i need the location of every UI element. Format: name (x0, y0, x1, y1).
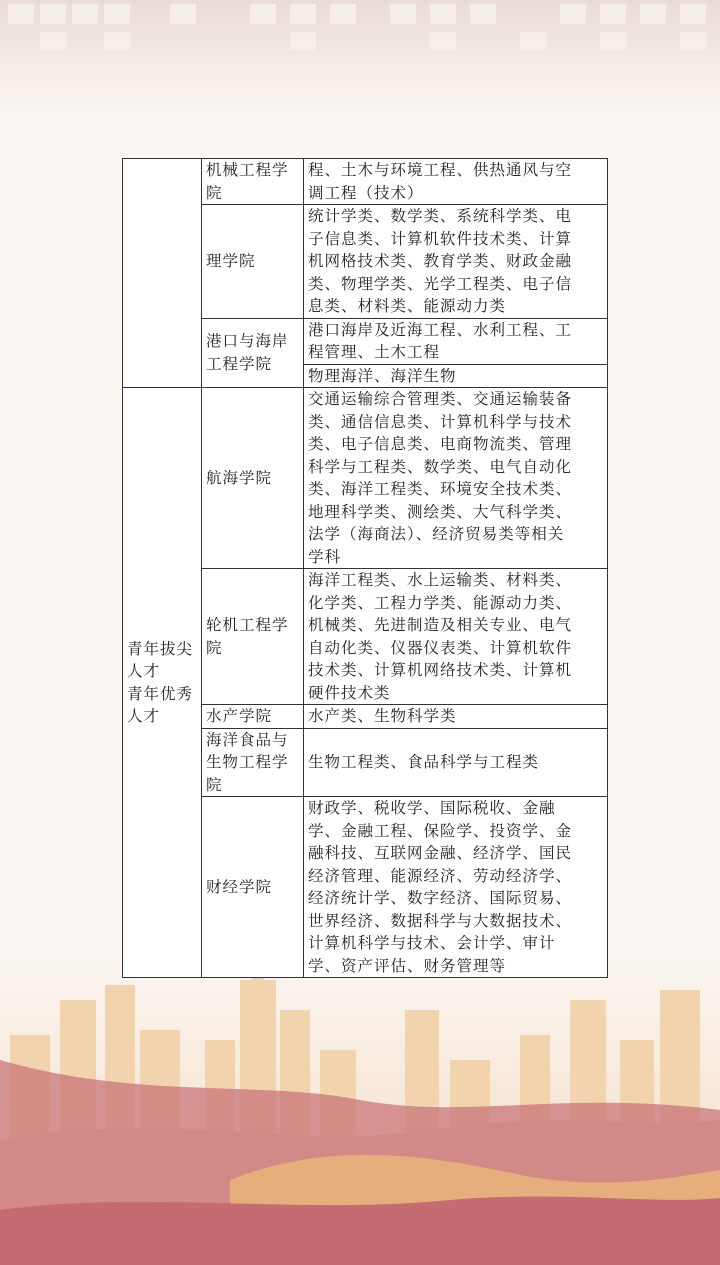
majors-line: 类、海洋工程类、环境安全技术类、 (308, 480, 573, 498)
majors-line: 海洋工程类、水上运输类、材料类、 (308, 571, 573, 589)
majors-line: 地理科学类、测绘类、大气科学类、 (308, 502, 573, 521)
college-cell (202, 797, 304, 978)
majors-line: 融科技、互联网金融、经济学、国民 (308, 844, 573, 862)
college-name-line: 机械工程学 (206, 161, 289, 179)
majors-cell (304, 318, 608, 364)
majors-line: 生物工程类、食品科学与工程类 (308, 753, 540, 771)
majors-line: 经济统计学、数字经济、国际贸易、 (308, 889, 573, 907)
majors-line: 机网格技术类、教育学类、财政金融 (308, 252, 573, 270)
majors-line: 财政学、税收学、国际税收、金融 (308, 799, 556, 817)
majors-line: 计算机科学与技术、会计学、审计 (308, 934, 556, 952)
majors-line: 息类、材料类、能源动力类 (308, 297, 507, 315)
majors-line: 世界经济、数据科学与大数据技术、 (308, 911, 573, 930)
talent-category-line: 青年优秀 (127, 684, 194, 703)
majors-line: 硬件技术类 (308, 683, 391, 702)
majors-line: 物理海洋、海洋生物 (308, 366, 457, 385)
majors-line: 水产类、生物科学类 (308, 707, 457, 725)
college-cell (202, 159, 304, 205)
college-name-line: 生物工程学 (206, 753, 289, 771)
table-row (123, 388, 608, 569)
majors-line: 机械类、先进制造及相关专业、电气 (308, 616, 573, 634)
majors-line: 学、金融工程、保险学、投资学、金 (308, 821, 573, 840)
majors-line: 调工程（技术） (308, 183, 424, 202)
majors-cell (304, 705, 608, 729)
college-name-line: 轮机工程学 (206, 616, 289, 634)
college-name-line: 院 (206, 183, 223, 202)
majors-line: 自动化类、仪器仪表类、计算机软件 (308, 638, 573, 657)
majors-cell (304, 569, 608, 705)
city-skyline-decoration (0, 940, 720, 1265)
majors-line: 科学与工程类、数学类、电气自动化 (308, 457, 573, 476)
talent-category-line: 人才 (127, 707, 161, 725)
majors-line: 经济管理、能源经济、劳动经济学、 (308, 866, 573, 885)
college-cell (202, 569, 304, 705)
majors-line: 子信息类、计算机软件技术类、计算 (308, 229, 573, 248)
majors-line: 港口海岸及近海工程、水利工程、工 (308, 320, 573, 339)
majors-line: 类、物理学类、光学工程类、电子信 (308, 274, 573, 293)
majors-cell (304, 364, 608, 388)
college-name-line: 院 (206, 775, 223, 794)
college-name-line: 水产学院 (206, 707, 273, 725)
table-row (123, 159, 608, 205)
talent-category-line: 青年拔尖 (127, 639, 194, 658)
majors-line: 程、土木与环境工程、供热通风与空 (308, 161, 573, 179)
majors-line: 类、通信信息类、计算机科学与技术 (308, 412, 573, 431)
majors-cell (304, 205, 608, 319)
talent-majors-table (122, 158, 608, 978)
majors-line: 法学（海商法）、经济贸易类等相关 (308, 525, 565, 543)
college-cell (202, 728, 304, 797)
college-name-line: 理学院 (206, 252, 256, 270)
majors-line: 技术类、计算机网络技术类、计算机 (308, 661, 573, 679)
college-cell (202, 205, 304, 319)
college-name-line: 工程学院 (206, 354, 273, 373)
majors-line: 化学类、工程力学类、能源动力类、 (308, 593, 573, 612)
majors-line: 交通运输综合管理类、交通运输装备 (308, 390, 573, 408)
majors-line: 程管理、土木工程 (308, 343, 441, 361)
college-cell (202, 318, 304, 388)
top-decoration (0, 0, 720, 120)
majors-line: 学、资产评估、财务管理等 (308, 956, 507, 975)
majors-line: 统计学类、数学类、系统科学类、电 (308, 207, 573, 225)
majors-line: 学科 (308, 547, 342, 566)
college-name-line: 港口与海岸 (206, 332, 289, 351)
college-name-line: 院 (206, 638, 223, 657)
majors-cell (304, 388, 608, 569)
college-cell (202, 388, 304, 569)
majors-cell (304, 797, 608, 978)
college-name-line: 海洋食品与 (206, 730, 289, 749)
talent-category-line: 人才 (127, 662, 161, 680)
college-cell (202, 705, 304, 729)
talent-category-cell (123, 159, 202, 388)
college-name-line: 财经学院 (206, 877, 273, 896)
college-name-line: 航海学院 (206, 468, 273, 487)
majors-cell (304, 159, 608, 205)
majors-cell (304, 728, 608, 797)
talent-category-cell (123, 388, 202, 978)
majors-line: 类、电子信息类、电商物流类、管理 (308, 435, 573, 453)
